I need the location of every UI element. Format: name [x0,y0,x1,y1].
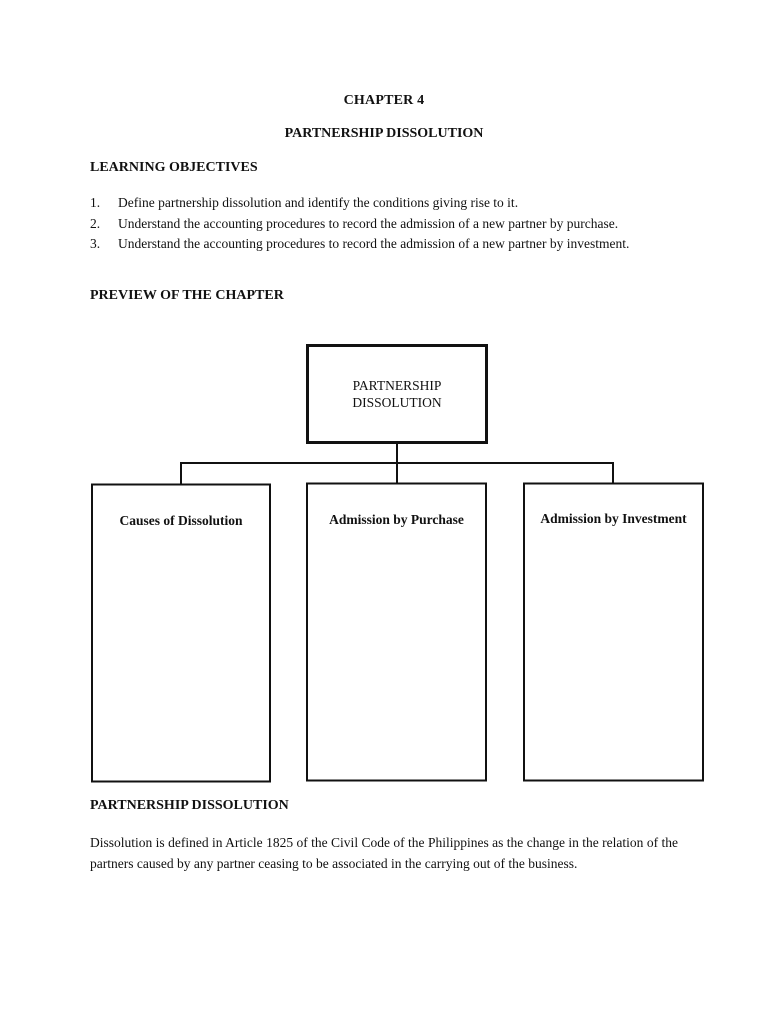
dissolution-definition-paragraph: Dissolution is defined in Article 1825 of the Civil Code of the Philippines as the change in the relation of the partners caused by any partner ceasing to be associated in the carrying out of the business. [90,835,678,871]
child-box-purchase [307,484,486,781]
chapter-number: CHAPTER 4 [343,93,425,108]
objective-item [90,214,676,235]
root-label-line1: PARTNERSHIP [352,378,442,393]
learning-objectives-heading: LEARNING OBJECTIVES [90,160,258,175]
admission-by-purchase-label: Admission by Purchase [329,512,464,527]
child-box-causes [92,485,270,782]
objective-text: Understand the accounting procedures to record the admission of a new partner by investment. [118,236,630,251]
objective-text: Understand the accounting procedures to record the admission of a new partner by purchase. [118,215,619,231]
objective-number: 2. [90,215,101,231]
objective-item [90,234,676,255]
causes-of-dissolution-label: Causes of Dissolution [119,513,243,528]
root-box-label [308,377,486,411]
preview-heading: PREVIEW OF THE CHAPTER [90,288,284,303]
admission-by-investment-label: Admission by Investment [540,511,687,526]
root-label-line2: DISSOLUTION [352,395,442,410]
partnership-dissolution-heading: PARTNERSHIP DISSOLUTION [90,798,289,813]
learning-objectives-list [90,193,676,255]
objective-text: Define partnership dissolution and identify the conditions giving rise to it. [118,195,519,210]
objective-number: 3. [90,236,101,251]
chapter-title: PARTNERSHIP DISSOLUTION [284,126,484,141]
child-box-investment [524,484,703,781]
objective-number: 1. [90,195,101,210]
objective-item [90,193,676,214]
